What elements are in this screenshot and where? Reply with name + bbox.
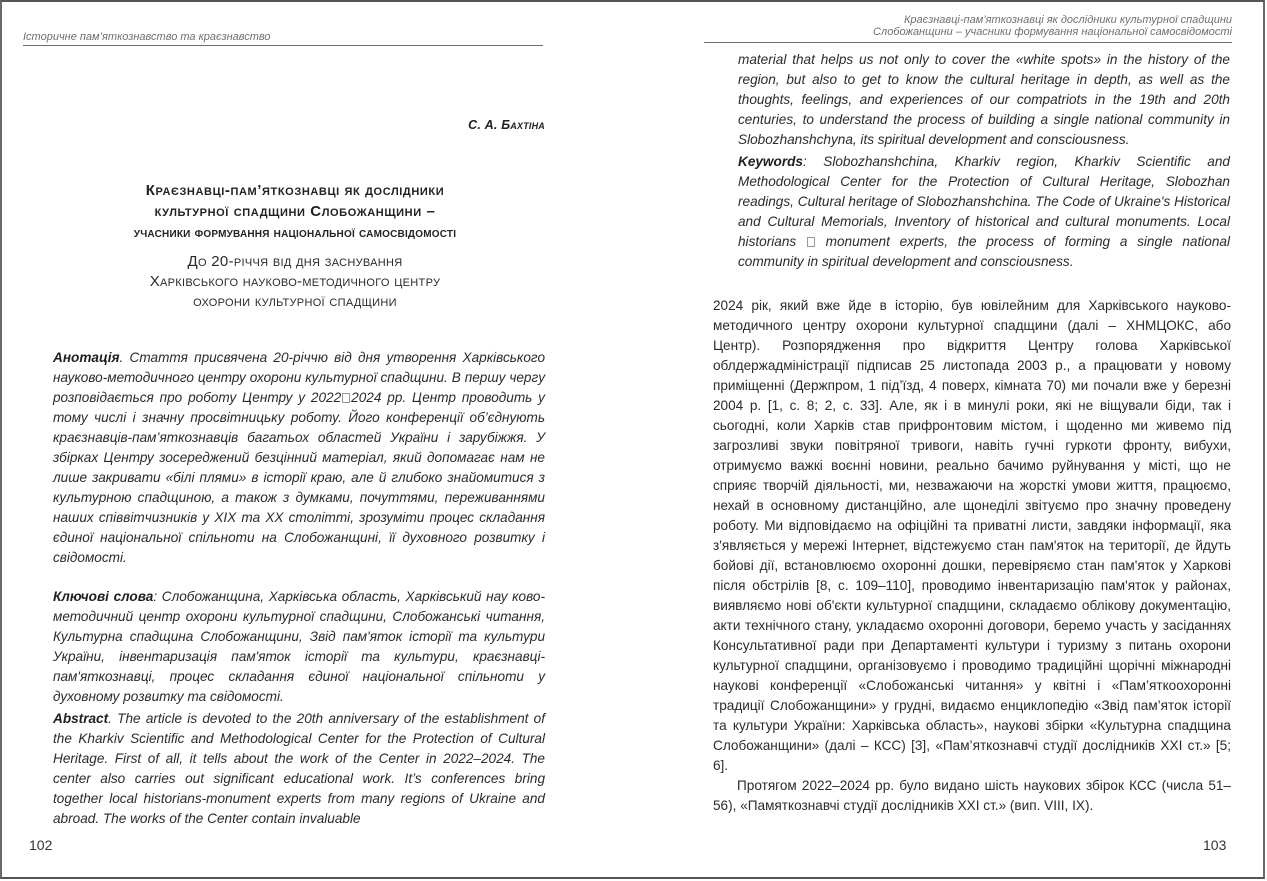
keywords-ua-paragraph bbox=[53, 587, 545, 707]
abstract-label: Abstract bbox=[53, 711, 109, 726]
running-header-line: Краєзнавці-пам’яткознавці як дослідники культурної спадщини bbox=[903, 14, 1232, 26]
title-line: учасники формування національної самосвідомості bbox=[133, 224, 457, 240]
page-number-left: 102 bbox=[29, 837, 53, 853]
page-number-right: 103 bbox=[1203, 837, 1227, 853]
left-page bbox=[0, 0, 620, 881]
running-header-right bbox=[704, 14, 1232, 43]
title-line: Краєзнавці-пам’яткознавці як дослідники bbox=[145, 182, 445, 199]
annotation-label: Анотація bbox=[53, 350, 120, 365]
keywords-en-label: Keywords bbox=[738, 154, 803, 169]
body-text bbox=[713, 296, 1231, 816]
running-header-line: Слобожанщини – учасники формування національної самосвідомості bbox=[873, 26, 1232, 38]
body-paragraph: 2024 рік, який вже йде в історію, був ювілейним для Харківського науково-методичного центру охорони культурної спадщини (далі – ХНМЦОКС, або Центр). Розпорядження про відкриття Центру голова Харківської облдержадміністрації підписав 25 листопада 2003 р., а працювати у новому приміщенні (Держпром, 1 під’їзд, 4 поверх, кімната 70) ми почали вже у березні 2004 р. [1, с. 8; 2, с. 33]. Але, як і в минулі роки, які не віщували біди, так і сьогодні, коли Харків став прифронтовим містом, і щоденно ми живемо під загрозливі звуки повітряної тривоги, навіть гучні гуркоти фронту, вибухи, отримуємо важкі воєнні новини, реально бачимо руйнування у місті, що не сприяє творчій діяльності, ми, незважаючи на жорсткі умови життя, працюємо, нехай в основному дистанційно, але щонеділі звітуємо про значну проведену роботу. Ми відповідаємо на офіційні та приватні листи, завдяки інформації, яка з'являється у мережі Інтернет, відстежуємо стан пам'яток на території, де йдуть бойові дії, встановлюємо охоронні дошки, перевіряємо стан пам'яток у Харкові після обстрілів [8, с. 109–110], проводимо інвентаризацію пам'яток у районах, виявляємо нові об'єкти культурної спадщини, складаємо облікову документацію, акти технічного стану, укладаємо охоронні договори, беремо участь у засіданнях Консультативної ради при Департаменті культури і туризму з питань охорони культурної спадщини, організовуємо і проводимо традиційні щорічні міжнародні наукові конференції «Слобожанські читання» у квітні і «Пам’яткоохоронні традиції Слобожанщини» у грудні, видаємо енциклопедію «Звід пам’яток історії та культури України: Харківська область», наукові збірки «Культурна спадщина Слобожанщини» (далі – КСС) [3], «Пам’яткознавчі студії дослідників XXI ст.» [5; 6]. bbox=[713, 298, 1231, 773]
keywords-en-paragraph bbox=[738, 152, 1230, 272]
abstract-text: . The article is devoted to the 20th anniversary of the establishment of the Kharkiv Scientific and Methodological Center for the Protection of Cultural Heritage. First of all, it tells about the work of the Center in 2022–2024. The center also carries out significant educational work. It’s conferences bring together local historians-monument experts from many regions of Ukraine and abroad. The works of the Center contain invaluable bbox=[53, 711, 545, 826]
running-header-left: Історичне пам’яткознавство та краєзнавство bbox=[23, 31, 543, 46]
subtitle-line: охорони культурної спадщини bbox=[193, 293, 397, 310]
keywords-en-text: monument experts, the process of forming a single national community in spiritual development and consciousness. bbox=[738, 234, 1230, 269]
abstract-paragraph bbox=[53, 709, 545, 829]
keywords-ua-label: Ключові слова bbox=[53, 589, 154, 604]
abstract-continued-paragraph: material that helps us not only to cover the «white spots» in the history of the region, but also to get to know the cultural heritage in depth, as well as the thoughts, feelings, and experiences of our compatriots in the 19th and 20th centuries, to understand the process of building a single national community in Slobozhanshchyna, its spiritual development and consciousness. bbox=[738, 52, 1230, 147]
title-line: культурної спадщини Слобожанщини – bbox=[154, 203, 436, 220]
right-page bbox=[640, 0, 1267, 881]
annotation-text: . Стаття присвячена 20-річчю від дня утворення Харківського науково-методичного центру охорони культурної спадщини. В першу чергу розповідається про роботу Центру у 2022 bbox=[53, 350, 545, 405]
subtitle-line: Харківського науково-методичного центру bbox=[149, 273, 441, 290]
author-name: С. А. Бахтіна bbox=[468, 118, 545, 132]
keywords-ua-text: : Слобожанщина, Харківська область, Харківський нау ково-методичний центр охорони культурної спадщини, Слобожанські читання, Культурна спадщина Слобожанщини, Звід пам'яток історії та культури України, інвентаризація пам'яток історії та культури, краєзнавці-пам'яткознавці, процес складання єдиної національної спільноти у духовному розвитку та свідомості. bbox=[53, 589, 546, 704]
article-subtitle bbox=[40, 252, 550, 312]
missing-glyph-icon bbox=[807, 237, 815, 247]
body-paragraph: Протягом 2022–2024 рр. було видано шість наукових збірок КСС (числа 51–56), «Памяткознавчі студії дослідників XXI ст.» (вип. VIII, IX). bbox=[713, 778, 1231, 813]
annotation-text: 2024 рр. Центр проводить у тому числі і значну просвітницьку роботу. Його конференції об’єднують краєзнавців-пам’яткознавців багатьох областей України і зарубіжжя. У збірках Центру зосереджений безцінний матеріал, який допомагає нам не лише закривати «білі плями» в історії краю, але й глибоко знайомитися з культурною спадщиною, а також з думками, почуттями, переживаннями наших співвітчизників у XIX та XX столітті, зрозуміти процес складання єдиної національної спільноти на Слобожанщині, її духовного розвитку і свідомості. bbox=[53, 390, 545, 565]
missing-glyph-icon bbox=[342, 393, 350, 403]
annotation-paragraph bbox=[53, 348, 545, 568]
body-paragraph-indented bbox=[713, 776, 1231, 816]
article-title bbox=[40, 180, 550, 243]
keywords-en-text: : Slobozhanshchina, Kharkiv region, Kharkiv Scientific and Methodological Center for the Protection of Cultural Heritage, Slobozhan readings, Cultural heritage of Slobozhanshchina. The Code of Ukraine's Historical and Cultural Memorials, Inventory of historical and cultural monuments. Local historians bbox=[738, 154, 1230, 249]
subtitle-line: До 20-річчя від дня заснування bbox=[187, 253, 403, 270]
